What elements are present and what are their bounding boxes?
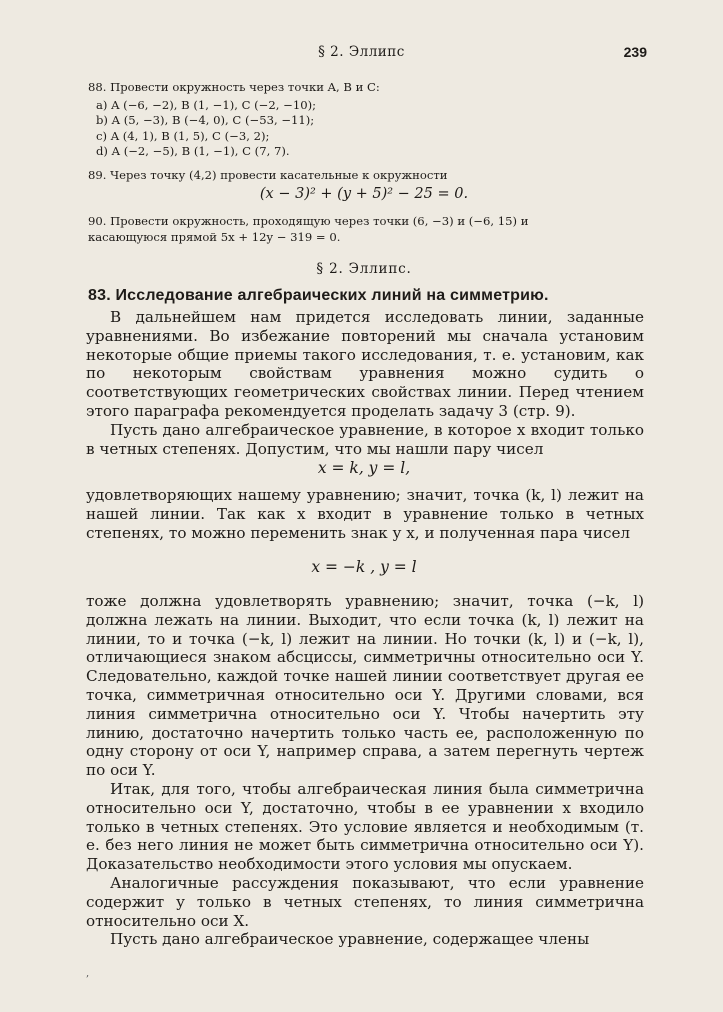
paragraph-condition: Итак, для того, чтобы алгебраическая линия была симметрична относительно оси Y, достаточно, чтобы в ее уравнении x входило только в четных степенях. Это условие является и необходимым (т. е. без него линия не может быть симметрична относительно оси Y). Доказательство необходимости этого условия мы опускаем. — [86, 779, 644, 874]
problem-90-line1: 90. Провести окружность, проходящую через точки (6, −3) и (−6, 15) и — [88, 214, 529, 228]
print-speck: , — [86, 968, 90, 979]
paragraph-assume: Пусть дано алгебраическое уравнение, в которое x входит только в четных степенях. Допустим, что мы нашли пару чисел — [86, 420, 644, 458]
body-text-2 — [86, 486, 644, 542]
problem-88-option-c: c) A (4, 1), B (1, 5), C (−3, 2); — [96, 128, 270, 143]
formula-x-k-y-l: x = k, y = l, — [317, 459, 411, 477]
problem-90 — [88, 214, 640, 245]
body-text-3 — [86, 592, 644, 949]
problem-88-option-b: b) A (5, −3), B (−4, 0), C (−53, −11); — [96, 113, 315, 127]
section-title: § 2. Эллипс. — [316, 261, 412, 277]
paragraph-symmetry-y: тоже должна удовлетворять уравнению; значит, точка (−k, l) должна лежать на линии. Выходит, что если точка (k, l) лежит на линии, то и точка (−k, l) лежит на линии. Но точки (k, l) и (−k, l), отличающиеся знаком абсциссы, симметричны относительно оси Y. Следовательно, каждой точке нашей линии соответствует другая ее точка, симметричная относительно оси Y. Другими словами, вся линия симметрична относительно оси Y. Чтобы начертить эту линию, достаточно начертить только часть ее, расположенную по одну сторону от оси Y, например справа, а затем перегнуть чертеж по оси Y. — [86, 592, 644, 780]
problem-88-text: 88. Провести окружность через точки A, B и C: — [88, 80, 380, 94]
problem-90-line2: касающуюся прямой 5x + 12y − 319 = 0. — [88, 229, 341, 244]
problem-88-option-d: d) A (−2, −5), B (1, −1), C (7, 7). — [96, 144, 290, 158]
page-number: 239 — [623, 44, 647, 60]
paragraph-intro: В дальнейшем нам придется исследовать линии, заданные уравнениями. Во избежание повторений мы сначала установим некоторые общие приемы такого исследования, т. е. установим, как по некоторым свойствам уравнения можно судить о соответствующих геометрических свойствах линии. Перед чтением этого параграфа рекомендуется проделать задачу 3 (стр. 9). — [86, 308, 644, 420]
paragraph-symmetry-x: Аналогичные рассуждения показывают, что если уравнение содержит y только в четных степенях, то линия симметрична относительно оси X. — [86, 873, 644, 930]
paragraph-next: Пусть дано алгебраическое уравнение, содержащее члены — [110, 930, 590, 949]
problem-88-option-a: a) A (−6, −2), B (1, −1), C (−2, −10); — [96, 97, 317, 112]
paragraph-point-on-line: удовлетворяющих нашему уравнению; значит, точка (k, l) лежит на нашей линии. Так как x входит в уравнение только в четных степенях, то можно переменить знак у x, и полученная пара чисел — [86, 486, 644, 542]
problem-89-formula: (x − 3)² + (y + 5)² − 25 = 0. — [259, 186, 469, 202]
running-head-title: § 2. Эллипс — [318, 44, 405, 60]
formula-x-minus-k: x = −k , y = l — [311, 558, 417, 576]
running-head — [0, 44, 723, 64]
subsection-heading: 83. Исследование алгебраических линий на симметрию. — [88, 287, 549, 304]
body-text-1 — [86, 308, 644, 458]
problem-88 — [88, 80, 640, 160]
problem-89-text: 89. Через точку (4,2) провести касательные к окружности — [88, 168, 448, 182]
